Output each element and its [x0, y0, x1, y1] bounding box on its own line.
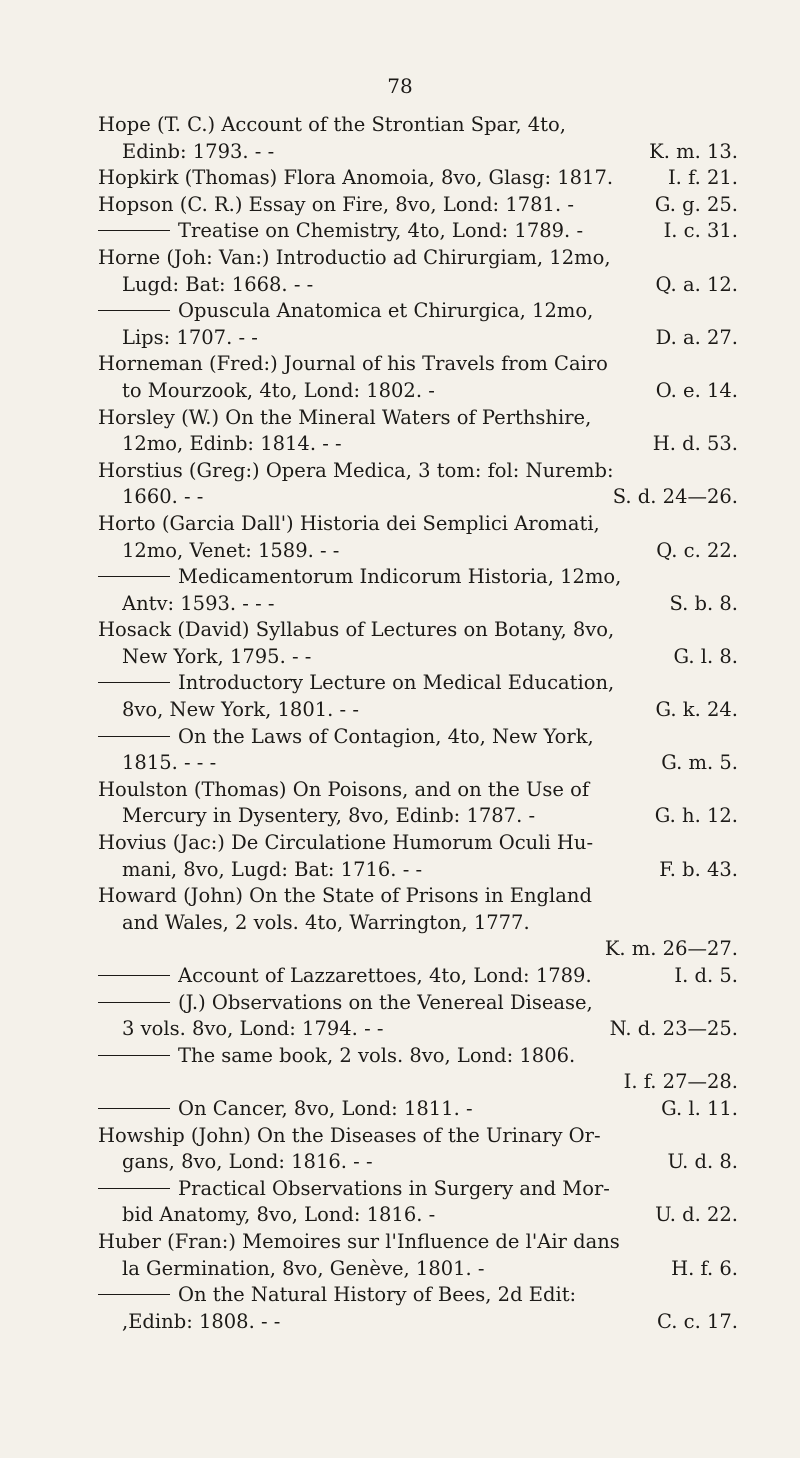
catalogue-line	[98, 830, 738, 857]
entry-text: bid Anatomy, 8vo, Lond: 1816. -	[122, 1203, 436, 1227]
entry-text: 12mo, Venet: 1589. - -	[122, 538, 340, 562]
catalogue-line	[98, 1256, 738, 1283]
catalogue-line	[98, 405, 738, 432]
entry-text: 1660. - -	[122, 485, 204, 509]
entry-text: Treatise on Chemistry, 4to, Lond: 1789. -	[178, 219, 584, 243]
ditto-rule	[98, 230, 170, 231]
entry-text: Houlston (Thomas) On Poisons, and on the Use of	[98, 777, 590, 801]
catalogue-line	[98, 644, 738, 671]
entry-text: On the Natural History of Bees, 2d Edit:	[178, 1283, 577, 1307]
shelf-mark: I. f. 27—28.	[623, 1070, 738, 1094]
shelf-mark: G. l. 11.	[661, 1096, 738, 1120]
catalogue-line	[98, 1282, 738, 1309]
shelf-mark: I. c. 31.	[663, 219, 738, 243]
ditto-rule	[98, 1108, 170, 1109]
catalogue-line	[98, 1202, 738, 1229]
catalogue-line	[98, 325, 738, 352]
shelf-mark: G. h. 12.	[654, 804, 738, 828]
catalogue-line	[98, 803, 738, 830]
catalogue-line	[98, 165, 738, 192]
entry-text: gans, 8vo, Lond: 1816. - -	[122, 1150, 373, 1174]
entry-text: la Germination, 8vo, Genève, 1801. -	[122, 1256, 485, 1280]
catalogue-line	[98, 511, 738, 538]
ditto-rule	[98, 1002, 170, 1003]
ditto-rule	[98, 576, 170, 577]
catalogue-line	[98, 298, 738, 325]
shelf-mark: S. d. 24—26.	[612, 485, 738, 509]
entry-text: Huber (Fran:) Memoires sur l'Influence de l'Air dans	[98, 1229, 620, 1253]
shelf-mark: U. d. 22.	[655, 1203, 738, 1227]
entry-text: mani, 8vo, Lugd: Bat: 1716. - -	[122, 857, 423, 881]
catalogue-line	[98, 883, 738, 910]
entry-text: (J.) Observations on the Venereal Disease,	[178, 990, 593, 1014]
catalogue-line	[98, 484, 738, 511]
catalogue-line	[98, 857, 738, 884]
entry-text: On Cancer, 8vo, Lond: 1811. -	[178, 1096, 473, 1120]
shelf-mark: G. m. 5.	[661, 751, 738, 775]
entry-text: Lugd: Bat: 1668. - -	[122, 272, 314, 296]
ditto-rule	[98, 1055, 170, 1056]
entry-text: Opuscula Anatomica et Chirurgica, 12mo,	[178, 299, 594, 323]
ditto-rule	[98, 1188, 170, 1189]
entry-text: Howard (John) On the State of Prisons in England	[98, 884, 592, 908]
shelf-mark: Q. c. 22.	[656, 538, 738, 562]
ditto-rule	[98, 682, 170, 683]
catalogue-line	[98, 139, 738, 166]
entry-text: The same book, 2 vols. 8vo, Lond: 1806.	[178, 1043, 576, 1067]
entry-text: Howship (John) On the Diseases of the Urinary Or-	[98, 1123, 601, 1147]
shelf-mark: N. d. 23—25.	[609, 1017, 738, 1041]
shelf-mark: G. g. 25.	[654, 192, 738, 216]
catalogue-line	[98, 777, 738, 804]
entry-text: 12mo, Edinb: 1814. - -	[122, 432, 342, 456]
shelf-mark: S. b. 8.	[669, 591, 738, 615]
shelf-mark: O. e. 14.	[655, 378, 738, 402]
catalogue-line	[98, 218, 738, 245]
entry-text: Hovius (Jac:) De Circulatione Humorum Oculi Hu-	[98, 831, 594, 855]
entry-text: Hope (T. C.) Account of the Strontian Spar, 4to,	[98, 113, 566, 136]
entry-text: Account of Lazzarettoes, 4to, Lond: 1789.	[178, 964, 592, 987]
entry-text: Hosack (David) Syllabus of Lectures on Botany, 8vo,	[98, 618, 615, 642]
entry-text: 3 vols. 8vo, Lond: 1794. - -	[122, 1017, 384, 1041]
shelf-mark: I. d. 5.	[674, 964, 738, 987]
catalogue-line	[98, 1149, 738, 1176]
entry-text: Practical Observations in Surgery and Mor-	[178, 1176, 610, 1200]
shelf-mark: C. c. 17.	[657, 1309, 738, 1333]
catalogue-line	[98, 1229, 738, 1256]
entry-text: Antv: 1593. - - -	[122, 591, 275, 615]
catalogue-line	[98, 670, 738, 697]
catalogue-line	[98, 431, 738, 458]
catalogue-line	[98, 1309, 738, 1336]
shelf-mark: H. d. 53.	[652, 432, 738, 456]
entry-text: Horneman (Fred:) Journal of his Travels from Cairo	[98, 352, 608, 376]
entry-text: to Mourzook, 4to, Lond: 1802. -	[122, 378, 435, 402]
catalogue-line	[98, 351, 738, 378]
entry-text: and Wales, 2 vols. 4to, Warrington, 1777.	[122, 910, 530, 934]
catalogue-line	[98, 538, 738, 565]
catalogue-line	[98, 192, 738, 219]
shelf-mark: U. d. 8.	[667, 1150, 738, 1174]
ditto-rule	[98, 975, 170, 976]
catalogue-line	[98, 1176, 738, 1203]
catalogue-line	[98, 1096, 738, 1123]
entry-text: Medicamentorum Indicorum Historia, 12mo,	[178, 565, 622, 589]
entry-text: Horstius (Greg:) Opera Medica, 3 tom: fol: Nuremb:	[98, 458, 614, 482]
catalogue-line	[98, 245, 738, 272]
entry-text: 8vo, New York, 1801. - -	[122, 698, 359, 722]
shelf-mark: K. m. 13.	[649, 139, 738, 163]
entry-text: Mercury in Dysentery, 8vo, Edinb: 1787. -	[122, 804, 536, 828]
catalogue-line	[98, 936, 738, 963]
entry-text: Horne (Joh: Van:) Introductio ad Chirurgiam, 12mo,	[98, 245, 611, 269]
entry-text: Introductory Lecture on Medical Education,	[178, 671, 615, 695]
catalogue-line	[98, 112, 738, 139]
catalogue-line	[98, 1043, 738, 1070]
entry-text: ,Edinb: 1808. - -	[122, 1309, 281, 1333]
catalogue-line	[98, 591, 738, 618]
catalogue-line	[98, 272, 738, 299]
catalogue-line	[98, 990, 738, 1017]
entry-text: Lips: 1707. - -	[122, 325, 258, 349]
catalogue-line	[98, 1123, 738, 1150]
shelf-mark: G. k. 24.	[655, 698, 738, 722]
catalogue-line	[98, 378, 738, 405]
shelf-mark: D. a. 27.	[655, 325, 738, 349]
shelf-mark: K. m. 26—27.	[604, 937, 738, 961]
catalogue-line	[98, 750, 738, 777]
entry-text: Horto (Garcia Dall') Historia dei Semplici Aromati,	[98, 511, 600, 535]
ditto-rule	[98, 310, 170, 311]
catalogue-line	[98, 724, 738, 751]
ditto-rule	[98, 1294, 170, 1295]
catalogue-entries	[98, 112, 738, 1335]
catalogue-line	[98, 697, 738, 724]
catalogue-line	[98, 910, 738, 937]
entry-text: Edinb: 1793. - -	[122, 139, 275, 163]
shelf-mark: I. f. 21.	[667, 166, 738, 190]
catalogue-line	[98, 458, 738, 485]
catalogue-line	[98, 564, 738, 591]
entry-text: On the Laws of Contagion, 4to, New York,	[178, 724, 594, 748]
entry-text: Hopkirk (Thomas) Flora Anomoia, 8vo, Glasg: 1817.	[98, 166, 614, 190]
entry-text: New York, 1795. - -	[122, 644, 312, 668]
entry-text: Horsley (W.) On the Mineral Waters of Perthshire,	[98, 405, 592, 429]
page-number: 78	[387, 74, 413, 98]
catalogue-line	[98, 617, 738, 644]
entry-text: Hopson (C. R.) Essay on Fire, 8vo, Lond: 1781. -	[98, 192, 574, 216]
catalogue-line	[98, 963, 738, 990]
shelf-mark: F. b. 43.	[659, 857, 738, 881]
catalogue-line	[98, 1016, 738, 1043]
shelf-mark: Q. a. 12.	[655, 272, 738, 296]
entry-text: 1815. - - -	[122, 751, 217, 775]
catalogue-line	[98, 1069, 738, 1096]
shelf-mark: G. l. 8.	[673, 644, 738, 668]
ditto-rule	[98, 736, 170, 737]
shelf-mark: H. f. 6.	[671, 1256, 738, 1280]
